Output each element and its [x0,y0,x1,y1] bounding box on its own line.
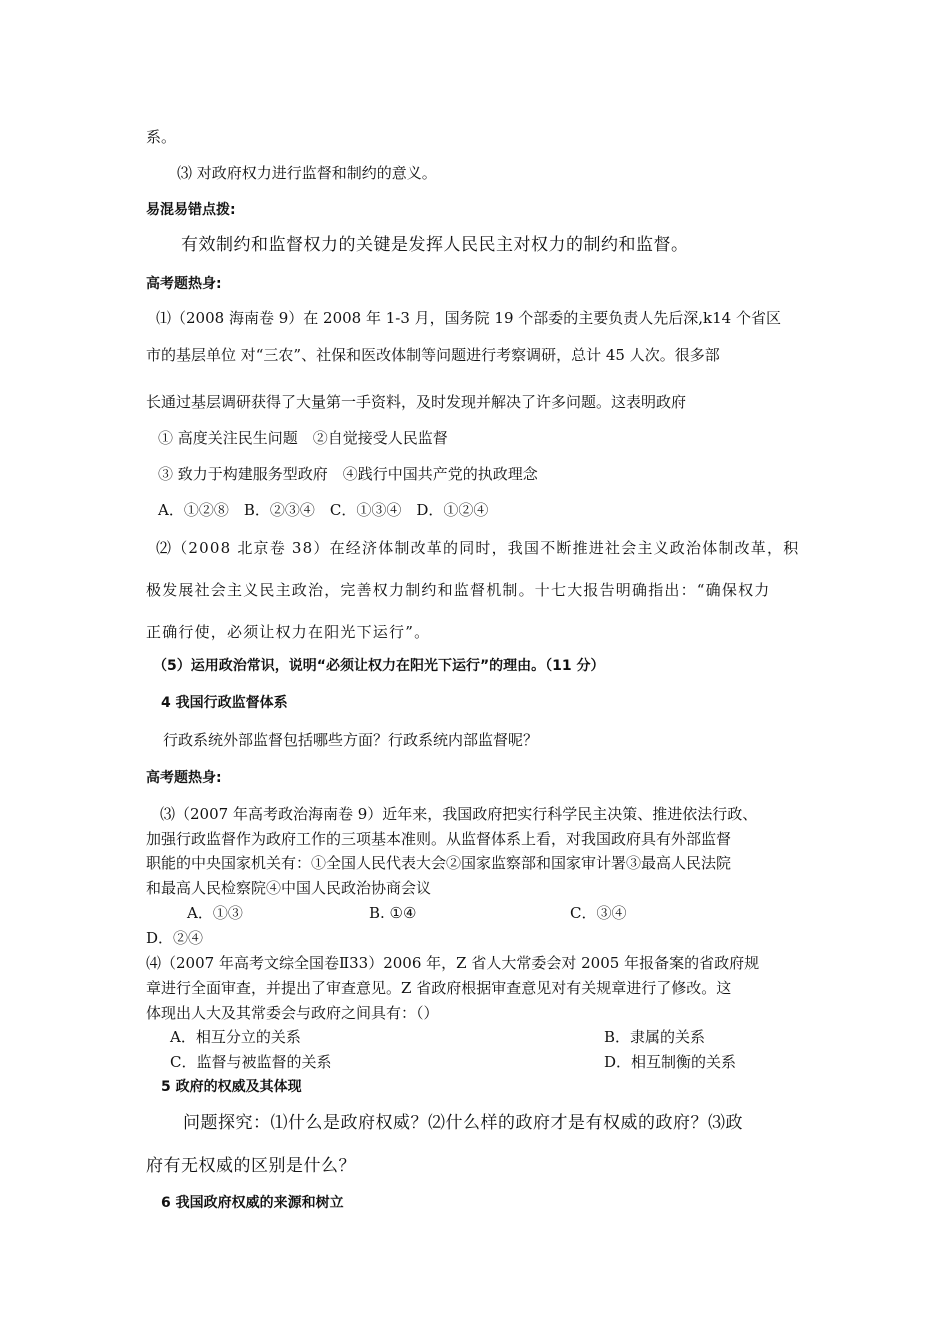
text-line: 系。 [146,128,177,146]
option-line: ③ 致力于构建服务型政府 ④践行中国共产党的执政理念 [158,465,538,483]
question-heading: （5）运用政治常识，说明“必须让权力在阳光下运行”的理由。（11 分） [153,658,605,674]
text-line: 府有无权威的区别是什么？ [146,1156,356,1176]
section-heading: 4 我国行政监督体系 [161,695,288,711]
text-line: 加强行政监督作为政府工作的三项基本准则。从监督体系上看，对我国政府具有外部监督 [146,830,732,848]
text-line: 正确行使，必须让权力在阳光下运行”。 [146,623,431,641]
section-heading: 高考题热身: [146,276,222,292]
option-b: B. ①④ [369,904,417,922]
text-line: 章进行全面审查，并提出了审查意见。Z 省政府根据审查意见对有关规章进行了修改。这 [146,979,732,997]
text-line: 问题探究：⑴什么是政府权威？⑵什么样的政府才是有权威的政府？⑶政 [183,1113,743,1133]
text-line: 有效制约和监督权力的关键是发挥人民民主对权力的制约和监督。 [181,235,689,255]
option-d: D．②④ [146,929,204,947]
text-line: 体现出人大及其常委会与政府之间具有：（） [146,1004,439,1022]
text-line: 长通过基层调研获得了大量第一手资料，及时发现并解决了许多问题。这表明政府 [146,393,687,411]
section-heading: 6 我国政府权威的来源和树立 [161,1195,344,1211]
section-heading: 高考题热身: [146,770,222,786]
text-line: ⑷（2007 年高考文综全国卷Ⅱ33）2006 年，Z 省人大常委会对 2005 年报备案的省政府规 [146,954,760,972]
text-line: ⑴（2008 海南卷 9）在 2008 年 1-3 月，国务院 19 个部委的主要负责人先后深,k14 个省区 [156,309,781,327]
option-c: C．监督与被监督的关系 [170,1053,332,1071]
option-a: A．①③ [187,904,243,922]
section-heading: 易混易错点拨: [146,202,236,218]
text-line: ⑵（2008 北京卷 38）在经济体制改革的同时，我国不断推进社会主义政治体制改革，积 [156,539,800,557]
text-line: 职能的中央国家机关有：①全国人民代表大会②国家监察部和国家审计署③最高人民法院 [146,854,732,872]
text-line: 行政系统外部监督包括哪些方面？行政系统内部监督呢？ [163,731,539,749]
text-line: 和最高人民检察院④中国人民政治协商会议 [146,879,432,897]
text-line: ⑶（2007 年高考政治海南卷 9）近年来，我国政府把实行科学民主决策、推进依法行政、 [160,805,758,823]
option-line: ① 高度关注民生问题 ②自觉接受人民监督 [158,429,448,447]
option-b: B．隶属的关系 [604,1028,706,1046]
option-c: C．③④ [570,904,627,922]
text-line: 市的基层单位 对“三农”、社保和医改体制等问题进行考察调研，总计 45 人次。很多部 [146,346,720,364]
answer-options: A．①②⑧ B．②③④ C．①③④ D．①②④ [158,501,489,519]
section-heading: 5 政府的权威及其体现 [161,1079,302,1095]
option-a: A．相互分立的关系 [170,1028,301,1046]
text-line: ⑶ 对政府权力进行监督和制约的意义。 [177,164,437,182]
option-d: D．相互制衡的关系 [604,1053,737,1071]
text-line: 极发展社会主义民主政治，完善权力制约和监督机制。十七大报告明确指出：“确保权力 [146,581,771,599]
